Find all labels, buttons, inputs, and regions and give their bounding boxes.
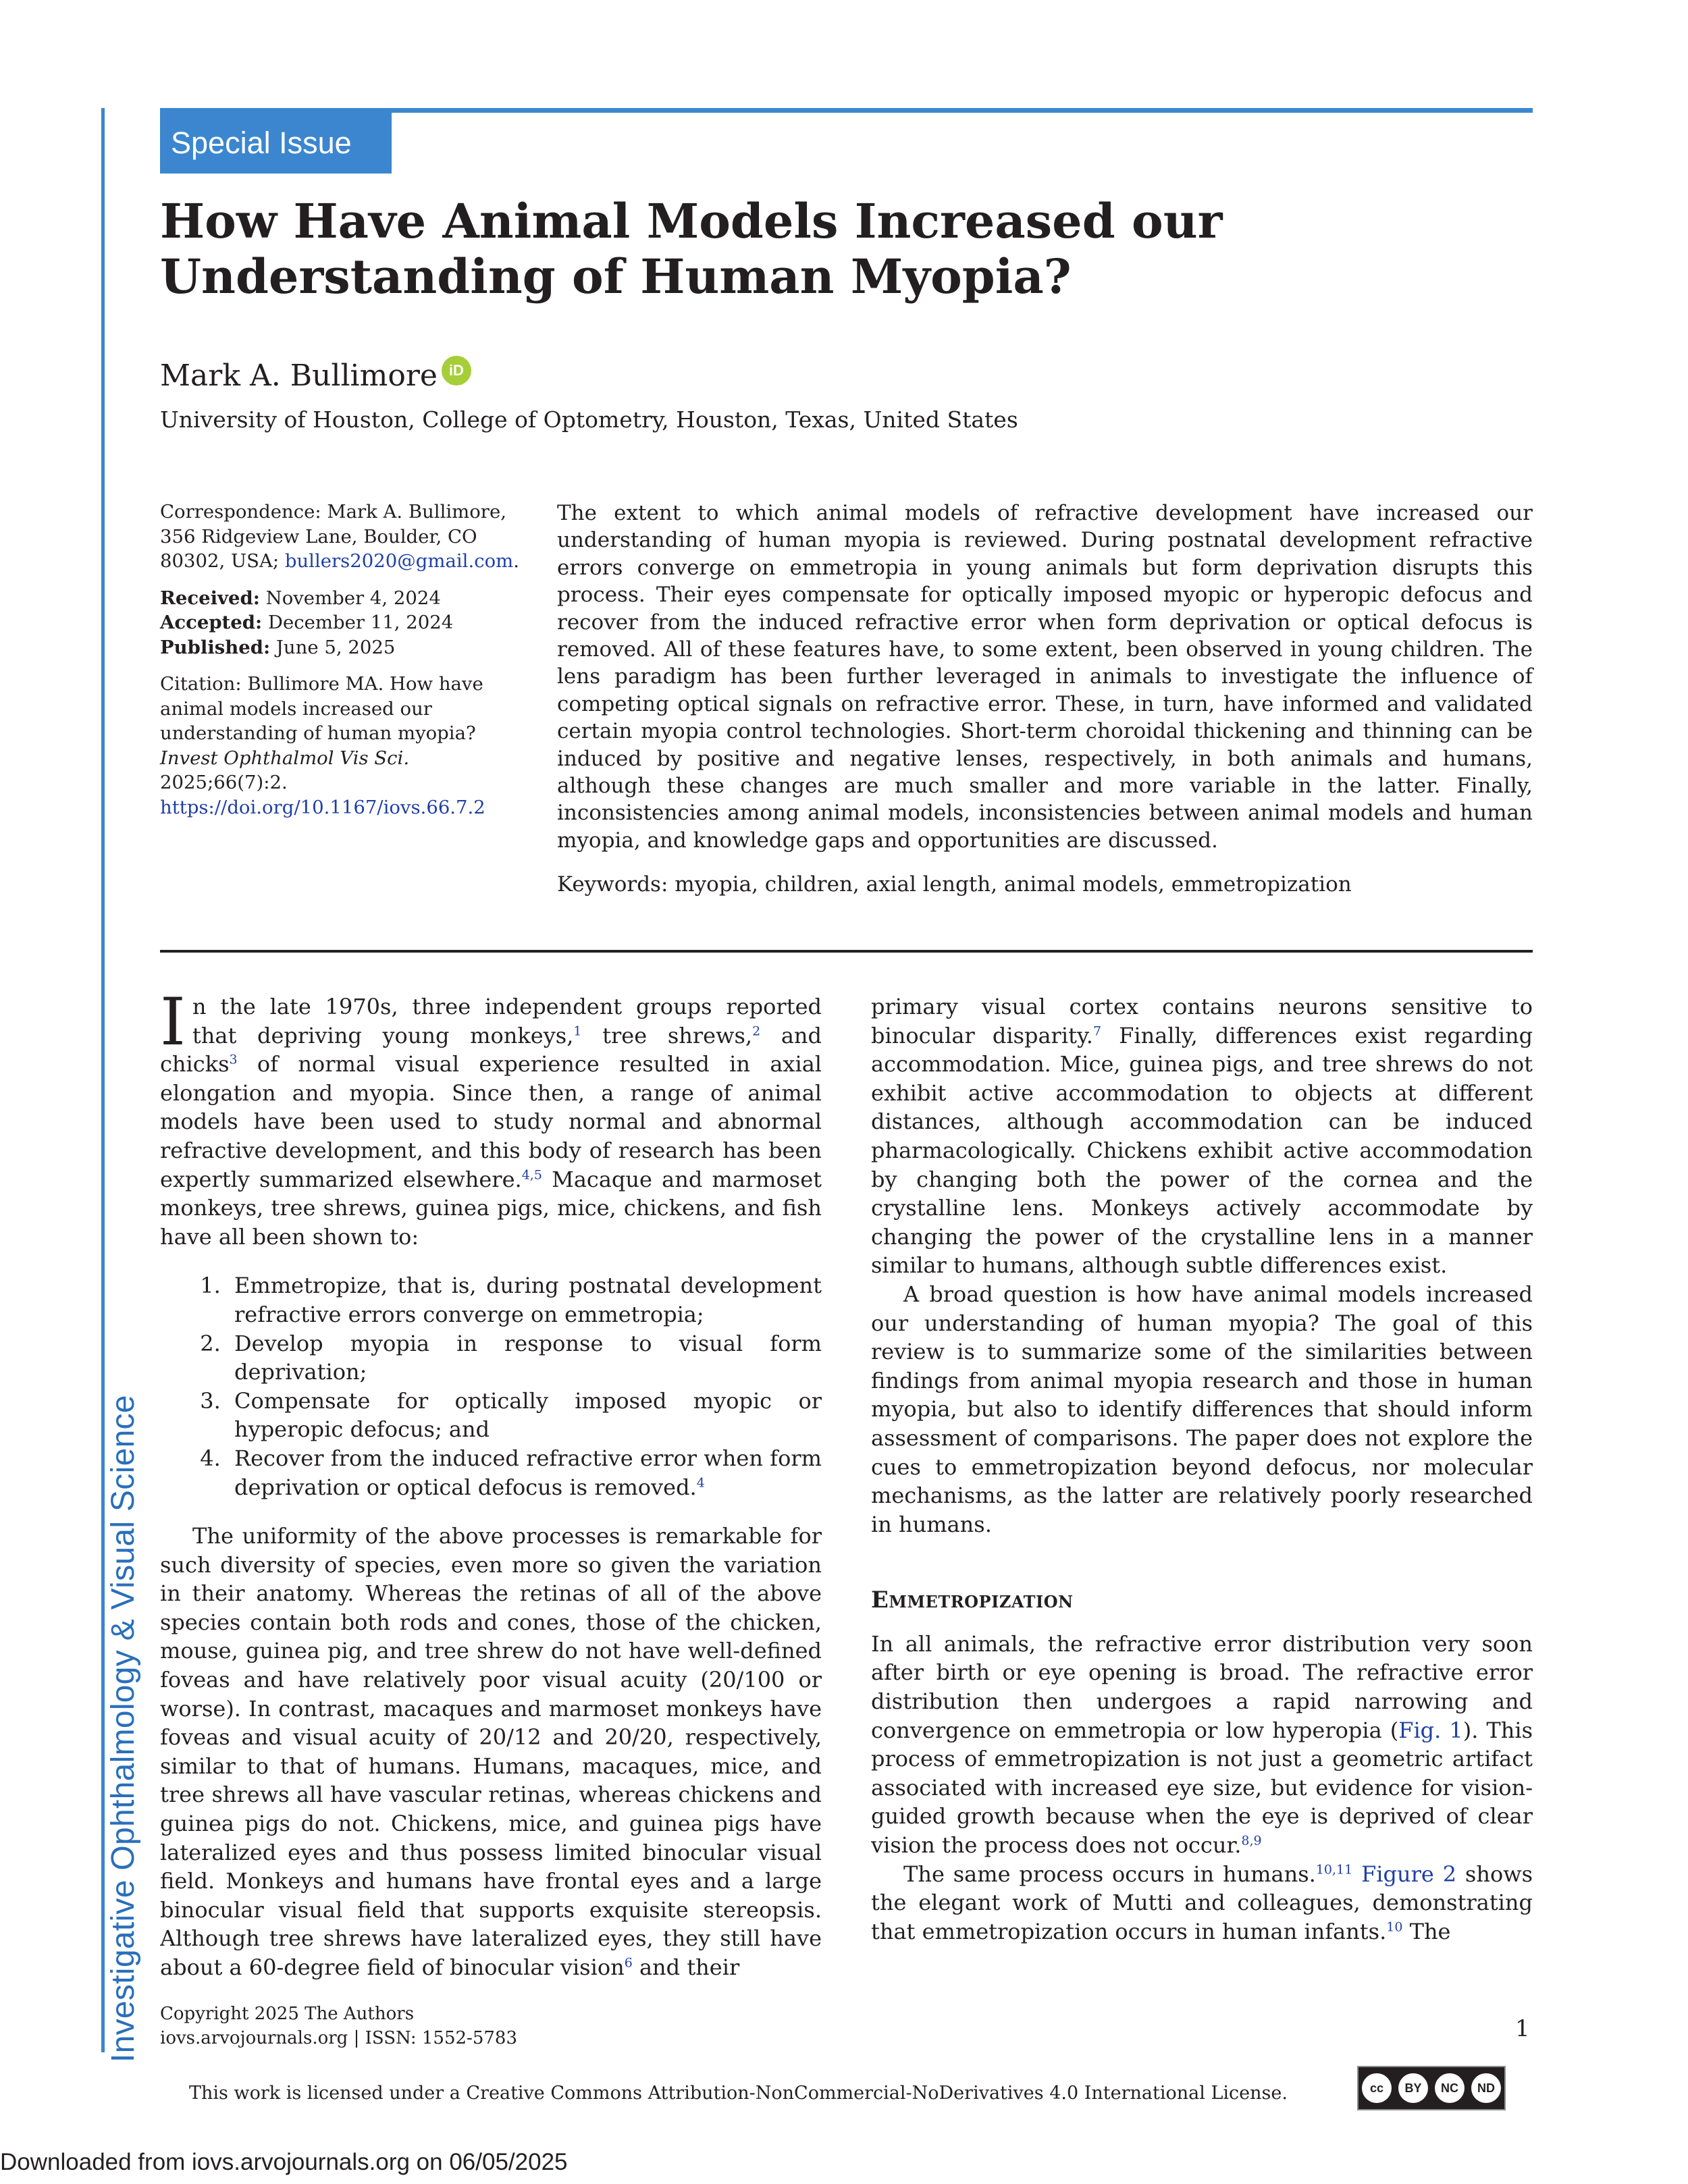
nc-icon: NC (1435, 2073, 1465, 2103)
issn: iovs.arvojournals.org | ISSN: 1552-5783 (160, 2028, 518, 2048)
ref-link[interactable]: 2 (752, 1023, 761, 1038)
page-number: 1 (1515, 2015, 1530, 2042)
author-line (160, 357, 471, 395)
body-paragraph-continued: primary visual cortex contains neurons sensitive to binocular disparity.$^7$ Finally, differences exist regarding accommodation. Mice, guinea pigs, and tree shrews do not exhibit active accommodation to objects at different distances, although accommodation can be induced pharmacologically. Chickens exhibit active accommodation by changing both the power of the cornea and the crystalline lens. Monkeys actively accommodate by changing the power of the crystalline lens in a manner similar to humans, although subtle differences exist. (871, 994, 1533, 1279)
body-column-right (871, 992, 1533, 1985)
list-item: 1. Emmetropize, that is, during postnatal development refractive errors converge on emmetropia; (228, 1271, 822, 1329)
orcid-icon[interactable]: iD (442, 356, 471, 385)
received-date: November 4, 2024 (265, 587, 441, 609)
keywords: Keywords: myopia, children, axial length, animal models, emmetropization (557, 872, 1352, 897)
abstract (557, 500, 1533, 854)
body-paragraph: In all animals, the refractive error distribution very soon after birth or eye opening is broad. The refractive error distribution then undergoes a rapid narrowing and convergence on emmetropia or low hyperopia (Fig. 1). This process of emmetropization is not just a geometric artifact associated with increased eye size, but evidence for vision-guided growth because when the eye is deprived of clear vision the process does not occur.$^{8,9}$ (871, 1630, 1533, 1859)
email-link[interactable]: bullers2020@gmail.com (284, 550, 514, 572)
dates: Received: November 4, 2024 Accepted: December 11, 2024 Published: June 5, 2025 (160, 587, 454, 658)
section-rule (160, 950, 1533, 953)
ref-link[interactable]: 10,11 (1315, 1861, 1353, 1877)
list-item: 3. Compensate for optically imposed myopic or hyperopic defocus; and (228, 1387, 822, 1444)
author-name: Mark A. Bullimore (160, 358, 438, 393)
download-stamp: Downloaded from iovs.arvojournals.org on 06/05/2025 (0, 2149, 568, 2175)
ref-link[interactable]: 10 (1386, 1919, 1403, 1935)
ref-link[interactable]: 3 (229, 1052, 238, 1067)
journal-name-vertical: Investigative Ophthalmology & Visual Science (105, 1395, 141, 2062)
list-item: 4. Recover from the induced refractive error when form deprivation or optical defocus is removed.$^4$ (228, 1444, 822, 1501)
list-item: 2. Develop myopia in response to visual form deprivation; (228, 1329, 822, 1387)
correspondence: Correspondence: Mark A. Bullimore, 356 Ridgeview Lane, Boulder, CO 80302, USA; bullers2020@gmail.com. (160, 501, 519, 572)
numbered-list (160, 1271, 822, 1501)
ref-link[interactable]: 4 (696, 1474, 705, 1490)
column-flow (871, 992, 1533, 1280)
copyright: Copyright 2025 The Authors iovs.arvojournals.org | ISSN: 1552-5783 (160, 2002, 517, 2050)
drop-cap: I (160, 992, 186, 1060)
section-heading: Emmetropization (871, 1587, 1074, 1614)
cc-license-badge[interactable] (1357, 2066, 1506, 2110)
affiliation: University of Houston, College of Optometry, Houston, Texas, United States (160, 406, 1018, 433)
top-rule (160, 108, 1533, 113)
figure-link[interactable]: Fig. 1 (1398, 1717, 1463, 1743)
ref-link[interactable]: 7 (1092, 1023, 1102, 1038)
body-paragraph: A broad question is how have animal models increased our understanding of human myopia? The goal of this review is to summarize some of the similarities between findings from animal myopia research and those in human myopia, but also to identify differences that should inform assessment of comparisons. The paper does not explore the cues to emmetropization beyond defocus, nor molecular mechanisms, as the latter are relatively poorly researched in humans. (871, 1281, 1533, 1537)
special-issue-badge: Special Issue (160, 113, 392, 174)
intro-paragraph: In the late 1970s, three independent groups reported that depriving young monkeys,$^1$ tree shrews,$^2$ and chicks$^3$ of normal visual experience resulted in axial elongation and myopia. Since then, a range of animal models have been used to study normal and abnormal refractive development, and this body of research has been expertly summarized elsewhere.$^{4,5}$ Macaque and marmoset monkeys, tree shrews, guinea pigs, mice, chickens, and fish have all been shown to: (160, 992, 822, 1250)
ref-link[interactable]: 6 (624, 1955, 633, 1971)
ref-link[interactable]: 8,9 (1241, 1833, 1262, 1848)
body-column-left (160, 992, 822, 1985)
nd-icon: ND (1471, 2073, 1501, 2103)
figure-link[interactable]: Figure 2 (1361, 1861, 1457, 1887)
article-info (160, 500, 538, 829)
body-paragraph: The uniformity of the above processes is remarkable for such diversity of species, even more so given the variation in their anatomy. Whereas the retinas of all of the above species contain both rods and cones, those of the chicken, mouse, guinea pig, and tree shrew do not have well-defined foveas and have relatively poor visual acuity (20/100 or worse). In contrast, macaques and marmoset monkeys have foveas and visual acuity of 20/12 and 20/20, respectively, similar to that of humans. Humans, macaques, mice, and tree shrews all have vascular retinas, whereas chickens and guinea pigs do not. Chickens, mice, and guinea pigs have lateralized eyes and thus possess limited binocular visual field. Monkeys and humans have frontal eyes and a large binocular visual field that supports exquisite stereopsis. Although tree shrews have lateralized eyes, they still have about a 60-degree field of binocular vision$^6$ and their (160, 1523, 822, 1980)
ref-link[interactable]: 4,5 (521, 1167, 542, 1182)
by-icon: BY (1398, 2073, 1428, 2103)
doi-link[interactable]: https://doi.org/10.1167/iovs.66.7.2 (160, 796, 485, 818)
body-paragraph: The same process occurs in humans.$^{10,11}$ Figure 2 shows the elegant work of Mutti and colleagues, demonstrating that emmetropization occurs in human infants.$^{10}$ The (871, 1861, 1533, 1944)
cc-icon: cc (1362, 2073, 1392, 2103)
citation: Citation: Bullimore MA. How have animal models increased our understanding of human myopia? Invest Ophthalmol Vis Sci. 2025;66(7):2. https://doi.org/10.1167/iovs.66.7.2 (160, 673, 485, 818)
license-text: This work is licensed under a Creative Commons Attribution-NonCommercial-NoDerivatives 4.0 International License. (189, 2083, 1288, 2104)
abstract-text: The extent to which animal models of refractive development have increased our understanding of human myopia is reviewed. During postnatal development refractive errors converge on emmetropia in young animals but form deprivation disrupts this process. Their eyes compensate for optically imposed myopic or hyperopic defocus and recover from the induced refractive error when form deprivation or optical defocus is removed. All of these features have, to some extent, been observed in young children. The lens paradigm has been further leveraged in animals to investigate the influence of competing optical signals on refractive error. These, in turn, have informed and validated certain myopia control technologies. Short-term choroidal thickening and thinning can be induced by positive and negative lenses, respectively, in both animals and humans, although these changes are much smaller and more variable in the latter. Finally, inconsistencies among animal models, inconsistencies between animal models and human myopia, and knowledge gaps and opportunities are discussed. (557, 501, 1533, 853)
published-date: June 5, 2025 (275, 636, 396, 658)
article-title: How Have Animal Models Increased our Understanding of Human Myopia? (160, 193, 1223, 304)
ref-link[interactable]: 1 (573, 1023, 582, 1038)
accepted-date: December 11, 2024 (267, 612, 454, 633)
